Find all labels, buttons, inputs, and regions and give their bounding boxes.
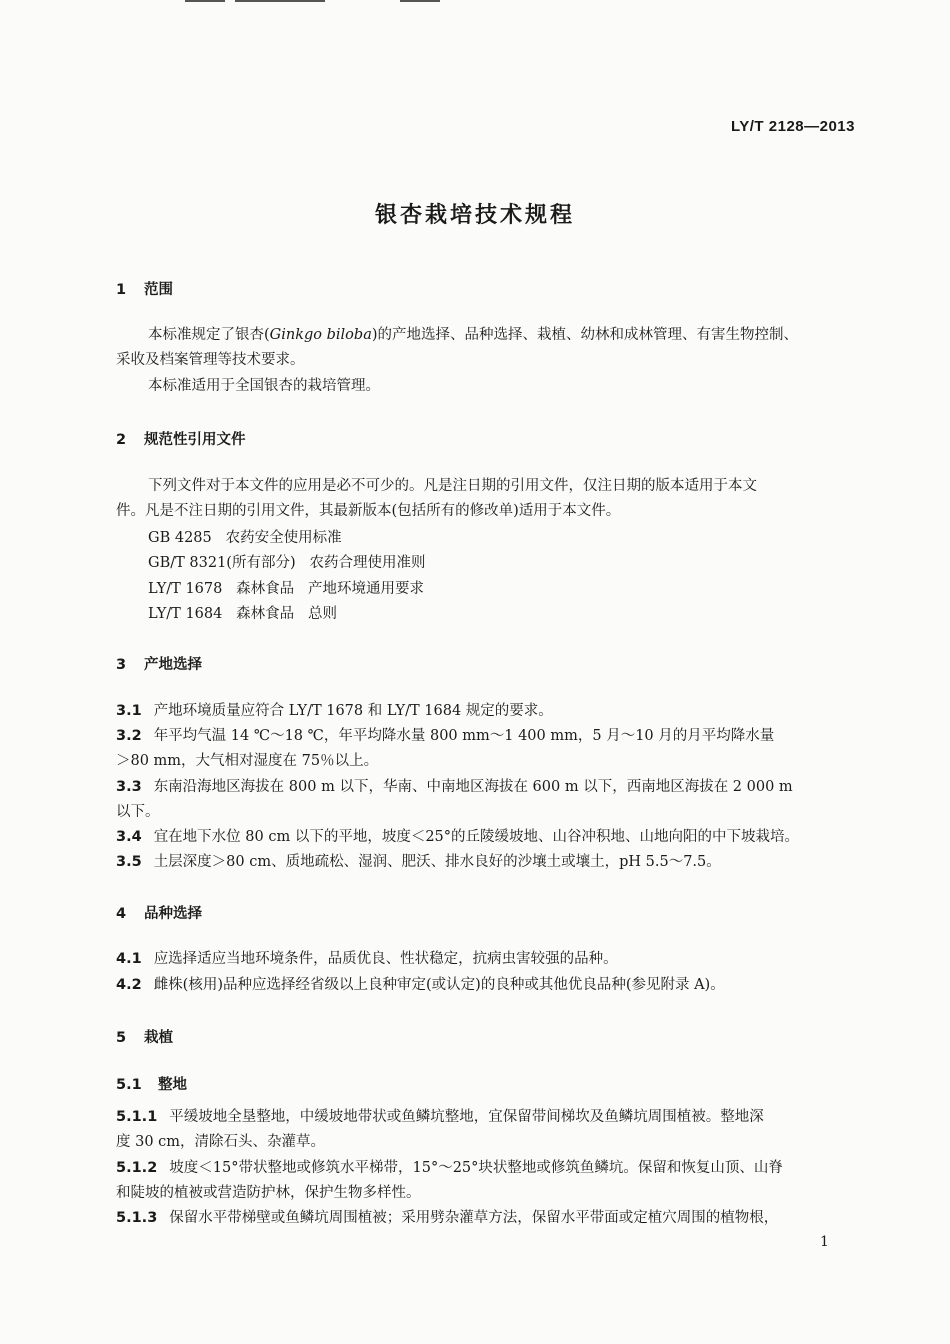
clause-5-1-1-cont: 度 30 cm，清除石头、杂灌草。 xyxy=(116,1134,326,1150)
clause-3-4: 3.4 宜在地下水位 80 cm 以下的平地，坡度＜25°的丘陵缓坡地、山谷冲积地、山地向阳的中下坡栽培。 xyxy=(116,829,800,845)
section-heading-4: 4 品种选择 xyxy=(116,906,202,922)
section-heading-5-1: 5.1 整地 xyxy=(116,1077,187,1093)
clause-3-2: 3.2 年平均气温 14 ℃～18 ℃，年平均降水量 800 mm～1 400 mm，5 月～10 月的月平均降水量 xyxy=(116,728,775,744)
section-heading-2: 2 规范性引用文件 xyxy=(116,432,246,448)
clause-4-1: 4.1 应选择适应当地环境条件，品质优良、性状稳定，抗病虫害较强的品种。 xyxy=(116,951,618,967)
normative-intro: 下列文件对于本文件的应用是必不可少的。凡是注日期的引用文件，仅注日期的版本适用于本文 xyxy=(148,478,757,494)
reference-item: GB/T 8321(所有部分) 农药合理使用准则 xyxy=(148,555,426,571)
clause-3-2-cont: ＞80 mm，大气相对湿度在 75％以上。 xyxy=(116,753,379,769)
clause-5-1-2: 5.1.2 坡度＜15°带状整地或修筑水平梯带，15°～25°块状整地或修筑鱼鳞坑。保留和恢复山顶、山脊 xyxy=(116,1160,783,1176)
reference-item: GB 4285 农药安全使用标准 xyxy=(148,530,342,546)
scan-mark xyxy=(235,0,325,2)
section-heading-1: 1 范围 xyxy=(116,282,173,298)
clause-5-1-1: 5.1.1 平缓坡地全垦整地，中缓坡地带状或鱼鳞坑整地，宜保留带间梯坎及鱼鳞坑周围植被。整地深 xyxy=(116,1109,764,1125)
reference-item: LY/T 1678 森林食品 产地环境通用要求 xyxy=(148,581,424,597)
standard-code: LY/T 2128—2013 xyxy=(730,118,855,135)
clause-3-5: 3.5 土层深度＞80 cm、质地疏松、湿润、肥沃、排水良好的沙壤土或壤土，pH 5.5～7.5。 xyxy=(116,854,721,870)
clause-5-1-3: 5.1.3 保留水平带梯壁或鱼鳞坑周围植被；采用劈杂灌草方法，保留水平带面或定植穴周围的植物根， xyxy=(116,1210,779,1226)
scope-paragraph: 本标准规定了银杏(Ginkgo biloba)的产地选择、品种选择、栽植、幼林和成林管理、有害生物控制、 xyxy=(148,327,798,343)
clause-5-1-2-cont: 和陡坡的植被或营造防护林，保护生物多样性。 xyxy=(116,1185,421,1201)
page-number: 1 xyxy=(820,1234,829,1250)
scan-mark xyxy=(400,0,440,2)
scope-paragraph-2: 本标准适用于全国银杏的栽培管理。 xyxy=(148,378,380,394)
normative-intro-cont: 件。凡是不注日期的引用文件，其最新版本(包括所有的修改单)适用于本文件。 xyxy=(116,503,621,519)
section-heading-5: 5 栽植 xyxy=(116,1030,173,1046)
clause-3-1: 3.1 产地环境质量应符合 LY/T 1678 和 LY/T 1684 规定的要求。 xyxy=(116,703,553,719)
clause-3-3-cont: 以下。 xyxy=(116,804,160,820)
document-title: 银杏栽培技术规程 xyxy=(374,203,575,228)
scope-paragraph-cont: 采收及档案管理等技术要求。 xyxy=(116,352,305,368)
section-heading-3: 3 产地选择 xyxy=(116,657,202,673)
reference-item: LY/T 1684 森林食品 总则 xyxy=(148,606,337,622)
scan-mark xyxy=(185,0,225,2)
clause-4-2: 4.2 雌株(核用)品种应选择经省级以上良种审定(或认定)的良种或其他优良品种(参见附录 A)。 xyxy=(116,977,725,993)
clause-3-3: 3.3 东南沿海地区海拔在 800 m 以下，华南、中南地区海拔在 600 m 以下，西南地区海拔在 2 000 m xyxy=(116,779,793,795)
latin-name: Ginkgo biloba xyxy=(269,327,372,343)
